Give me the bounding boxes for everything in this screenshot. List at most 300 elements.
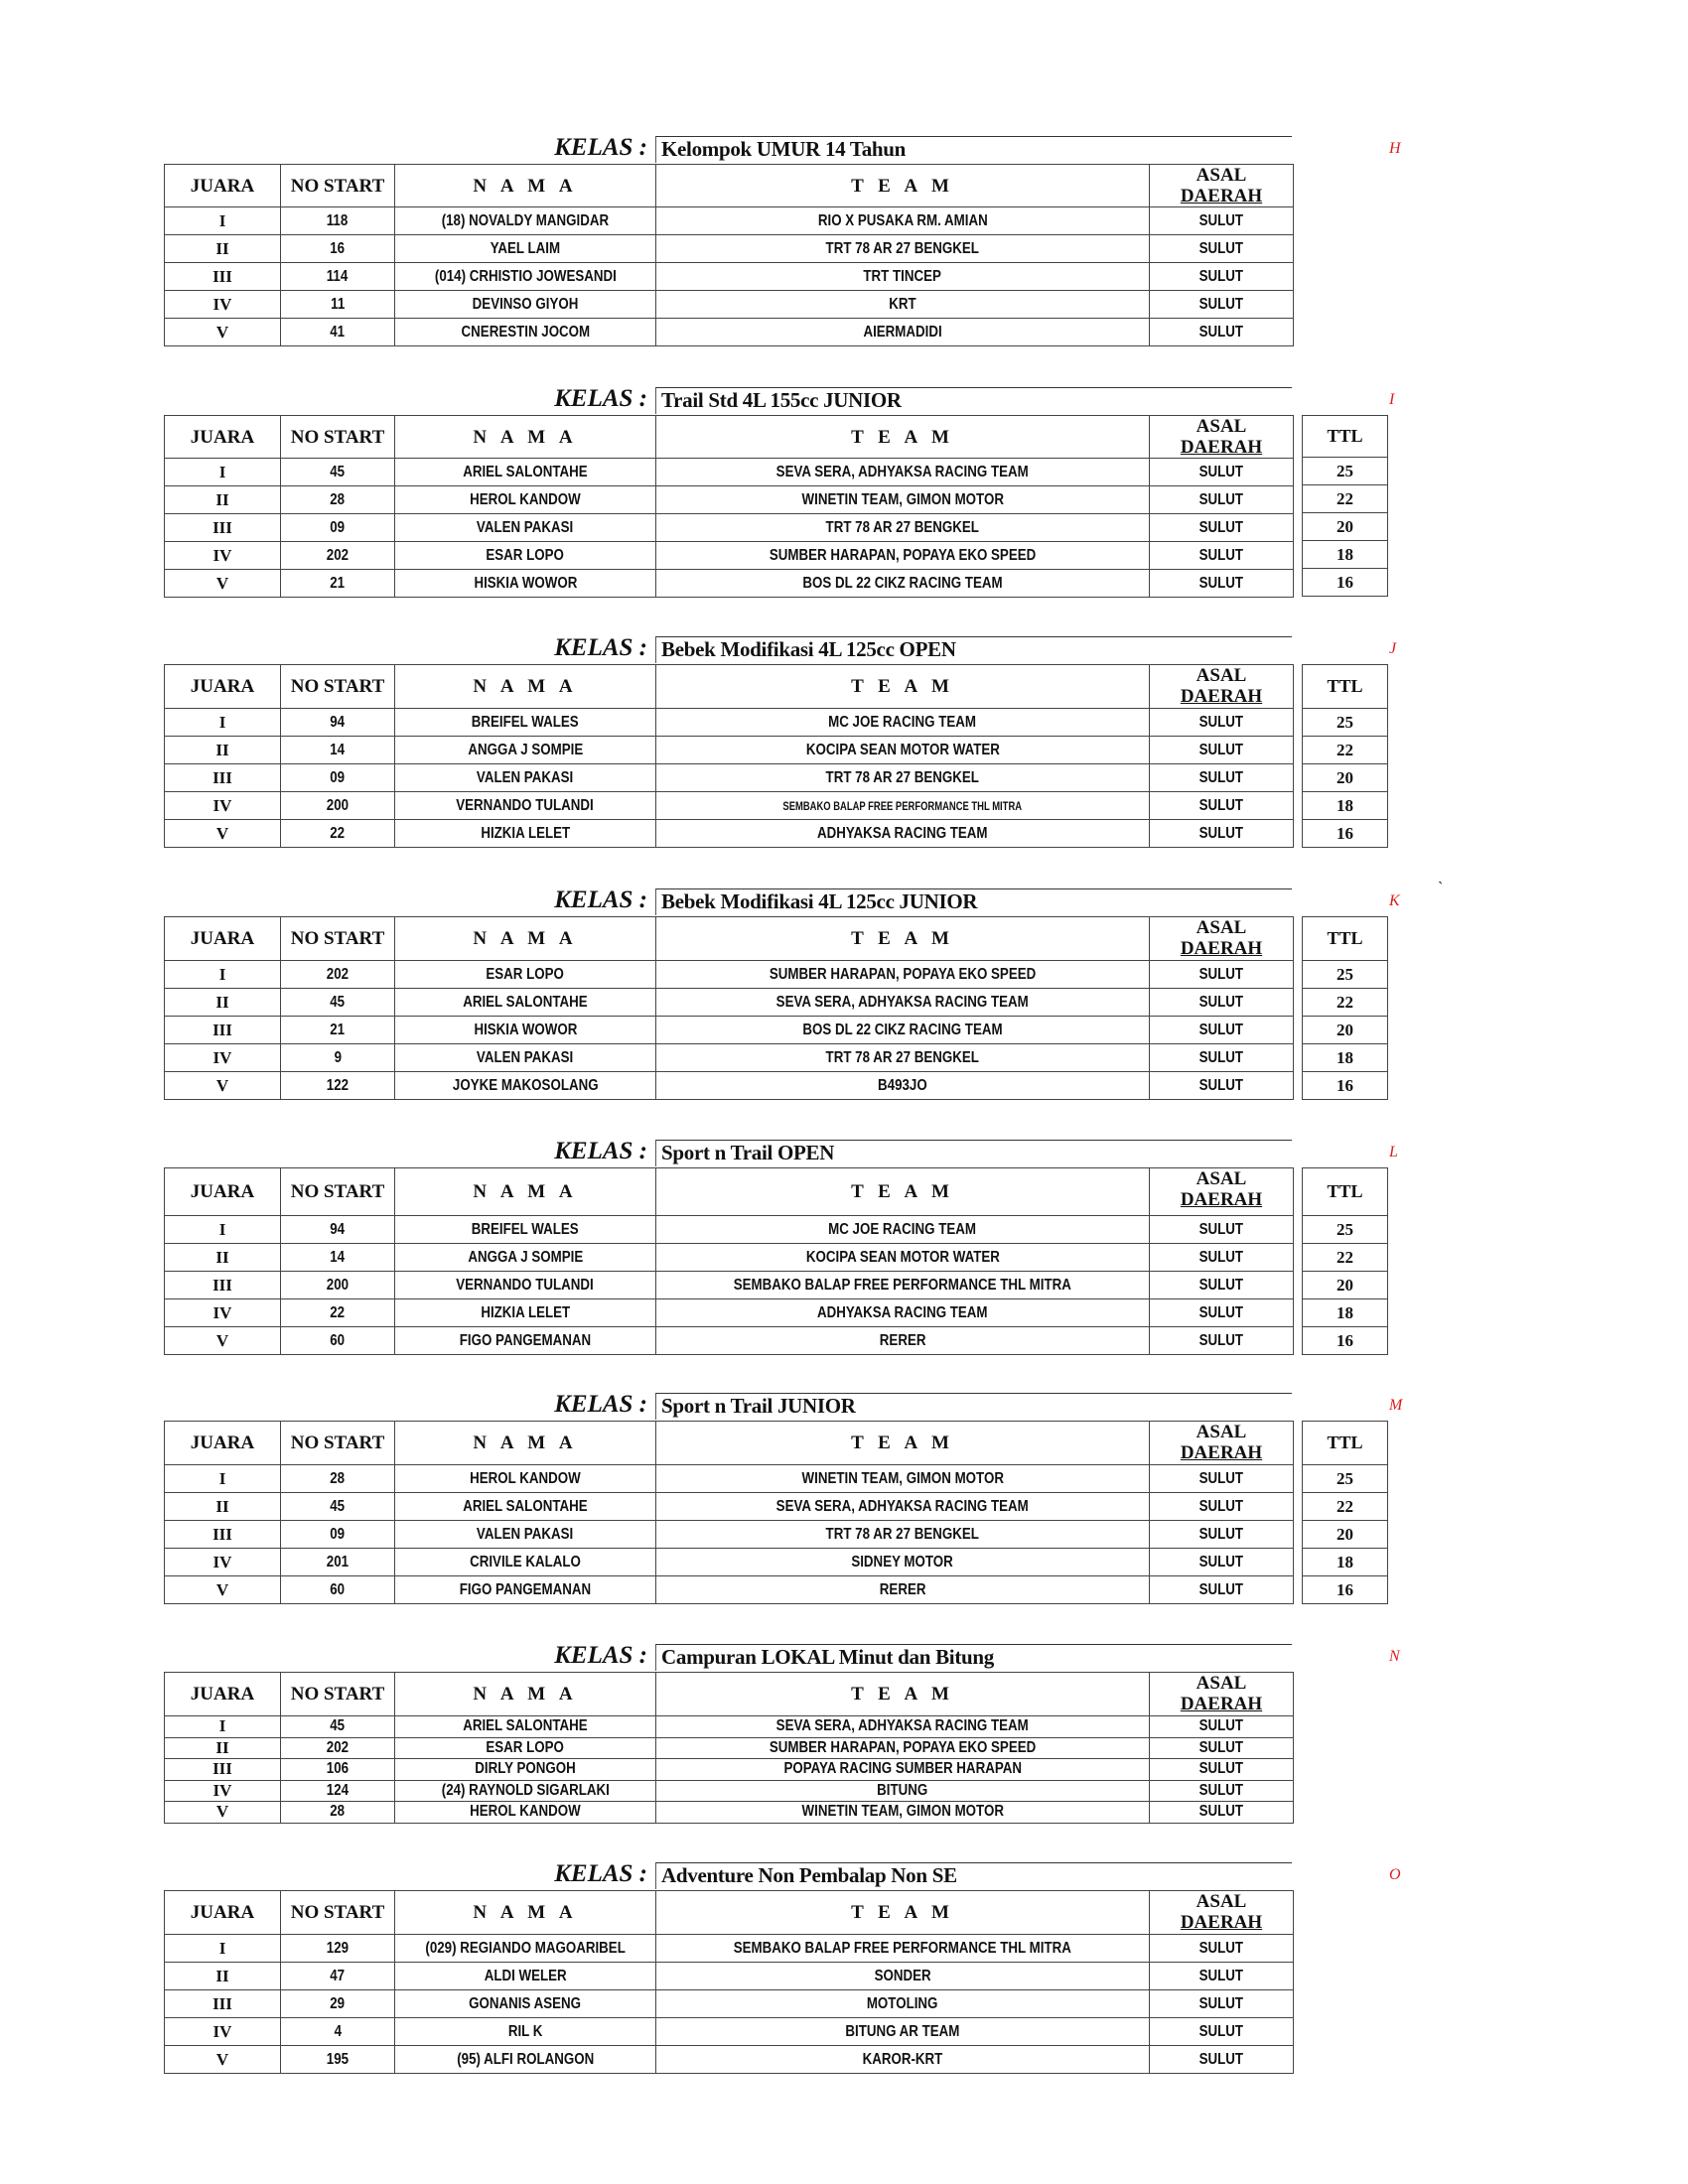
- asal-daerah-cell-text: SULUT: [1198, 1048, 1244, 1066]
- team-cell-text: WINETIN TEAM, GIMON MOTOR: [801, 1469, 1004, 1487]
- table-header-row: [165, 1891, 1294, 1935]
- col-header-asal-daerah: [1150, 165, 1294, 207]
- nama-cell-text: ARIEL SALONTAHE: [463, 993, 588, 1011]
- ttl-table: [1302, 1167, 1388, 1355]
- juara-cell: [165, 1465, 281, 1493]
- table-header-row: [165, 165, 1294, 207]
- juara-cell: [165, 291, 281, 319]
- team-cell-text: WINETIN TEAM, GIMON MOTOR: [801, 1803, 1004, 1821]
- asal-daerah-cell-text: SULUT: [1198, 993, 1244, 1011]
- juara-cell: [165, 1493, 281, 1521]
- table-row: [165, 1935, 1294, 1963]
- asal-daerah-cell-text: SULUT: [1198, 1738, 1244, 1756]
- no-start-cell: [281, 2018, 395, 2046]
- juara-cell-text: I: [218, 964, 226, 984]
- kelas-title-box: [655, 636, 1292, 663]
- col-header-asal-daerah: [1150, 665, 1294, 709]
- no-start-cell-text: 16: [330, 239, 346, 257]
- col-header-juara: JUARA: [165, 165, 281, 207]
- nama-cell: [395, 291, 656, 319]
- team-cell: [656, 1299, 1150, 1327]
- ttl-row: [1303, 961, 1388, 989]
- no-start-cell-text: 202: [326, 546, 350, 564]
- asal-line-1: ASAL: [1196, 1673, 1247, 1694]
- table-row: [165, 1716, 1294, 1738]
- no-start-cell-text: 28: [330, 490, 346, 508]
- col-header-no-start: NO START: [281, 665, 395, 709]
- no-start-cell: [281, 263, 395, 291]
- juara-cell: [165, 1780, 281, 1802]
- nama-cell: [395, 319, 656, 346]
- nama-cell-text: ALDI WELER: [484, 1967, 567, 1984]
- col-header-team: T E A M: [656, 665, 1150, 709]
- nama-cell: [395, 1299, 656, 1327]
- team-cell: [656, 1549, 1150, 1576]
- kelas-label: KELAS :: [554, 887, 647, 913]
- nama-cell: [395, 1521, 656, 1549]
- asal-line-1: ASAL: [1196, 665, 1247, 686]
- asal-daerah-cell-text: SULUT: [1198, 796, 1244, 814]
- juara-cell-text: V: [215, 2049, 229, 2069]
- team-cell: [656, 542, 1150, 570]
- nama-cell: [395, 1759, 656, 1781]
- col-header-team: T E A M: [656, 416, 1150, 459]
- no-start-cell: [281, 2046, 395, 2074]
- asal-daerah-cell: [1150, 1521, 1294, 1549]
- team-cell-text: BITUNG: [877, 1781, 928, 1799]
- no-start-cell: [281, 1780, 395, 1802]
- section-letter: K: [1389, 892, 1400, 909]
- ttl-row: [1303, 1299, 1388, 1327]
- nama-cell-text: VALEN PAKASI: [477, 518, 574, 536]
- no-start-cell: [281, 1737, 395, 1759]
- kelas-label: KELAS :: [554, 1642, 647, 1669]
- ttl-row: [1303, 1327, 1388, 1355]
- kelas-label: KELAS :: [554, 1391, 647, 1418]
- table-row: [165, 1963, 1294, 1990]
- asal-daerah-cell-text: SULUT: [1198, 824, 1244, 842]
- col-header-juara: JUARA: [165, 1422, 281, 1465]
- ttl-cell: 16: [1303, 1327, 1388, 1355]
- ttl-row: [1303, 1272, 1388, 1299]
- no-start-cell: [281, 1044, 395, 1072]
- team-cell-text: B493JO: [878, 1076, 927, 1094]
- no-start-cell-text: 60: [330, 1580, 346, 1598]
- no-start-cell-text: 114: [327, 267, 349, 285]
- kelas-title-box: [655, 1862, 1292, 1889]
- no-start-cell: [281, 1072, 395, 1100]
- no-start-cell: [281, 1493, 395, 1521]
- asal-daerah-cell-text: SULUT: [1198, 713, 1244, 731]
- no-start-cell-text: 201: [326, 1553, 350, 1570]
- nama-cell: [395, 989, 656, 1017]
- ttl-table: [1302, 916, 1388, 1100]
- team-cell: [656, 1072, 1150, 1100]
- no-start-cell: [281, 291, 395, 319]
- asal-daerah-cell: [1150, 820, 1294, 848]
- nama-cell: [395, 1327, 656, 1355]
- col-header-nama: N A M A: [395, 1168, 656, 1216]
- no-start-cell: [281, 542, 395, 570]
- juara-cell: [165, 1935, 281, 1963]
- team-cell-text: ADHYAKSA RACING TEAM: [817, 1303, 988, 1321]
- table-row: [165, 792, 1294, 820]
- ttl-row: [1303, 1493, 1388, 1521]
- asal-daerah-cell-text: SULUT: [1198, 211, 1244, 229]
- nama-cell: [395, 1737, 656, 1759]
- kelas-title-box: [655, 136, 1292, 163]
- kelas-title: Trail Std 4L 155cc JUNIOR: [661, 388, 902, 412]
- col-header-asal-daerah: [1150, 1891, 1294, 1935]
- results-table: [164, 1672, 1294, 1824]
- team-cell: [656, 570, 1150, 598]
- team-cell: [656, 235, 1150, 263]
- asal-daerah-cell-text: SULUT: [1198, 1331, 1244, 1349]
- team-cell: [656, 1716, 1150, 1738]
- nama-cell-text: HIZKIA LELET: [481, 824, 570, 842]
- asal-daerah-cell-text: SULUT: [1198, 323, 1244, 341]
- team-cell-text: TRT 78 AR 27 BENGKEL: [825, 239, 980, 257]
- juara-cell: [165, 514, 281, 542]
- team-cell-text: RERER: [879, 1331, 926, 1349]
- no-start-cell-text: 122: [326, 1076, 350, 1094]
- asal-daerah-cell: [1150, 1072, 1294, 1100]
- section-letter: M: [1389, 1397, 1403, 1414]
- table-row: [165, 542, 1294, 570]
- ttl-row: [1303, 513, 1388, 541]
- table-row: [165, 291, 1294, 319]
- kelas-label: KELAS :: [554, 1860, 647, 1887]
- asal-daerah-cell: [1150, 2018, 1294, 2046]
- table-row: [165, 2046, 1294, 2074]
- ttl-row: [1303, 989, 1388, 1017]
- kelas-title: Bebek Modifikasi 4L 125cc JUNIOR: [661, 889, 978, 913]
- nama-cell-text: FIGO PANGEMANAN: [459, 1580, 592, 1598]
- team-cell: [656, 1576, 1150, 1604]
- juara-cell: [165, 1272, 281, 1299]
- team-cell-text: BOS DL 22 CIKZ RACING TEAM: [802, 1021, 1003, 1038]
- asal-daerah-cell-text: SULUT: [1198, 267, 1244, 285]
- juara-cell: [165, 542, 281, 570]
- nama-cell: [395, 2046, 656, 2074]
- team-cell-text: KOCIPA SEAN MOTOR WATER: [805, 1248, 1000, 1266]
- col-header-ttl: TTL: [1303, 917, 1388, 961]
- table-row: [165, 1493, 1294, 1521]
- asal-daerah-cell: [1150, 291, 1294, 319]
- no-start-cell: [281, 961, 395, 989]
- asal-daerah-cell-text: SULUT: [1198, 239, 1244, 257]
- team-cell: [656, 319, 1150, 346]
- nama-cell-text: HIZKIA LELET: [481, 1303, 570, 1321]
- no-start-cell-text: 9: [334, 1048, 342, 1066]
- team-cell-text: TRT 78 AR 27 BENGKEL: [825, 1048, 980, 1066]
- team-cell: [656, 1780, 1150, 1802]
- team-cell-text: TRT TINCEP: [863, 267, 942, 285]
- asal-line-1: ASAL: [1196, 165, 1247, 186]
- juara-cell-text: III: [212, 767, 232, 787]
- juara-cell: [165, 1549, 281, 1576]
- asal-daerah-cell: [1150, 709, 1294, 737]
- juara-cell-text: I: [218, 1938, 226, 1958]
- col-header-no-start: NO START: [281, 416, 395, 459]
- nama-cell-text: (029) REGIANDO MAGOARIBEL: [425, 1939, 626, 1957]
- juara-cell-text: I: [218, 462, 226, 481]
- nama-cell: [395, 1935, 656, 1963]
- ttl-table: [1302, 664, 1388, 848]
- team-cell-text: SEVA SERA, ADHYAKSA RACING TEAM: [775, 463, 1030, 480]
- nama-cell: [395, 1716, 656, 1738]
- team-cell-text: POPAYA RACING SUMBER HARAPAN: [783, 1760, 1022, 1778]
- no-start-cell: [281, 737, 395, 764]
- nama-cell: [395, 486, 656, 514]
- no-start-cell-text: 202: [326, 1738, 350, 1756]
- table-row: [165, 989, 1294, 1017]
- nama-cell-text: (18) NOVALDY MANGIDAR: [441, 211, 610, 229]
- team-cell: [656, 1935, 1150, 1963]
- juara-cell-text: II: [215, 1247, 229, 1267]
- asal-daerah-cell-text: SULUT: [1198, 518, 1244, 536]
- asal-daerah-cell: [1150, 764, 1294, 792]
- kelas-title: Sport n Trail OPEN: [661, 1141, 835, 1164]
- nama-cell-text: VERNANDO TULANDI: [456, 796, 595, 814]
- juara-cell: [165, 207, 281, 235]
- nama-cell-text: ANGGA J SOMPIE: [468, 1248, 583, 1266]
- asal-daerah-cell-text: SULUT: [1198, 1994, 1244, 2012]
- asal-daerah-cell-text: SULUT: [1198, 1717, 1244, 1735]
- asal-daerah-cell: [1150, 1465, 1294, 1493]
- asal-daerah-cell: [1150, 459, 1294, 486]
- col-header-asal-daerah: [1150, 1673, 1294, 1716]
- no-start-cell-text: 200: [326, 796, 350, 814]
- nama-cell: [395, 1493, 656, 1521]
- table-row: [165, 459, 1294, 486]
- ttl-row: [1303, 764, 1388, 792]
- no-start-cell: [281, 1327, 395, 1355]
- asal-daerah-cell: [1150, 1244, 1294, 1272]
- asal-daerah-cell-text: SULUT: [1198, 768, 1244, 786]
- no-start-cell-text: 21: [330, 574, 346, 592]
- juara-cell: [165, 2046, 281, 2074]
- no-start-cell: [281, 1521, 395, 1549]
- ttl-row: [1303, 485, 1388, 513]
- col-header-nama: N A M A: [395, 1422, 656, 1465]
- ttl-cell: 16: [1303, 1576, 1388, 1604]
- nama-cell: [395, 1216, 656, 1244]
- no-start-cell-text: 45: [330, 1717, 346, 1735]
- juara-cell-text: V: [215, 823, 229, 843]
- juara-cell-text: IV: [212, 1302, 232, 1322]
- juara-cell-text: III: [212, 1524, 232, 1544]
- team-cell: [656, 1044, 1150, 1072]
- table-row: [165, 1216, 1294, 1244]
- asal-daerah-cell-text: SULUT: [1198, 2022, 1244, 2040]
- juara-cell-text: IV: [212, 1552, 232, 1571]
- no-start-cell-text: 11: [330, 295, 346, 313]
- juara-cell: [165, 1521, 281, 1549]
- asal-daerah-cell: [1150, 1716, 1294, 1738]
- team-cell: [656, 820, 1150, 848]
- asal-daerah-cell-text: SULUT: [1198, 1469, 1244, 1487]
- col-header-asal-daerah: [1150, 416, 1294, 459]
- nama-cell: [395, 459, 656, 486]
- no-start-cell: [281, 1299, 395, 1327]
- nama-cell-text: VALEN PAKASI: [477, 768, 574, 786]
- no-start-cell-text: 94: [330, 713, 346, 731]
- juara-cell: [165, 1017, 281, 1044]
- nama-cell: [395, 1017, 656, 1044]
- table-row: [165, 1299, 1294, 1327]
- juara-cell: [165, 1327, 281, 1355]
- team-cell-text: SUMBER HARAPAN, POPAYA EKO SPEED: [769, 1738, 1037, 1756]
- asal-daerah-cell: [1150, 1017, 1294, 1044]
- ttl-cell: 22: [1303, 989, 1388, 1017]
- nama-cell: [395, 570, 656, 598]
- team-cell: [656, 961, 1150, 989]
- col-header-asal-daerah: [1150, 1168, 1294, 1216]
- no-start-cell-text: 4: [334, 2022, 342, 2040]
- asal-daerah-cell-text: SULUT: [1198, 1553, 1244, 1570]
- results-table: [164, 415, 1294, 598]
- asal-daerah-cell: [1150, 235, 1294, 263]
- nama-cell-text: VALEN PAKASI: [477, 1525, 574, 1543]
- table-row: [165, 709, 1294, 737]
- kelas-title: Bebek Modifikasi 4L 125cc OPEN: [661, 637, 956, 661]
- nama-cell-text: DEVINSO GIYOH: [472, 295, 579, 313]
- results-table: [164, 1421, 1294, 1604]
- table-row: [165, 1737, 1294, 1759]
- stray-backtick-mark: `: [1438, 880, 1444, 896]
- no-start-cell-text: 09: [330, 518, 346, 536]
- ttl-row: [1303, 458, 1388, 485]
- juara-cell: [165, 820, 281, 848]
- no-start-cell-text: 09: [330, 1525, 346, 1543]
- juara-cell: [165, 1576, 281, 1604]
- asal-daerah-cell: [1150, 1272, 1294, 1299]
- col-header-no-start: NO START: [281, 165, 395, 207]
- ttl-cell: 22: [1303, 737, 1388, 764]
- table-row: [165, 1521, 1294, 1549]
- table-row: [165, 1990, 1294, 2018]
- team-cell-text: MOTOLING: [867, 1994, 938, 2012]
- asal-daerah-cell: [1150, 486, 1294, 514]
- asal-daerah-cell-text: SULUT: [1198, 2050, 1244, 2068]
- asal-daerah-cell: [1150, 1737, 1294, 1759]
- no-start-cell: [281, 1017, 395, 1044]
- ttl-row: [1303, 1465, 1388, 1493]
- juara-cell: [165, 989, 281, 1017]
- results-table: [164, 664, 1294, 848]
- asal-daerah-cell-text: SULUT: [1198, 741, 1244, 758]
- asal-daerah-cell: [1150, 1327, 1294, 1355]
- team-cell: [656, 207, 1150, 235]
- team-cell-text: SEVA SERA, ADHYAKSA RACING TEAM: [775, 993, 1030, 1011]
- asal-daerah-cell: [1150, 1935, 1294, 1963]
- no-start-cell-text: 129: [326, 1939, 350, 1957]
- ttl-cell: 20: [1303, 1521, 1388, 1549]
- col-header-ttl: TTL: [1303, 665, 1388, 709]
- no-start-cell: [281, 764, 395, 792]
- no-start-cell-text: 124: [326, 1781, 350, 1799]
- team-cell: [656, 2046, 1150, 2074]
- col-header-nama: N A M A: [395, 665, 656, 709]
- asal-daerah-cell: [1150, 1576, 1294, 1604]
- team-cell-text: BOS DL 22 CIKZ RACING TEAM: [802, 574, 1003, 592]
- nama-cell-text: ARIEL SALONTAHE: [463, 463, 588, 480]
- juara-cell: [165, 764, 281, 792]
- asal-daerah-cell-text: SULUT: [1198, 1021, 1244, 1038]
- col-header-nama: N A M A: [395, 1891, 656, 1935]
- nama-cell: [395, 1780, 656, 1802]
- no-start-cell: [281, 1935, 395, 1963]
- no-start-cell-text: 45: [330, 993, 346, 1011]
- col-header-team: T E A M: [656, 165, 1150, 207]
- asal-daerah-cell: [1150, 1802, 1294, 1824]
- ttl-cell: 25: [1303, 458, 1388, 485]
- asal-daerah-cell: [1150, 1759, 1294, 1781]
- asal-daerah-cell: [1150, 961, 1294, 989]
- asal-daerah-cell: [1150, 1780, 1294, 1802]
- no-start-cell-text: 22: [330, 1303, 346, 1321]
- juara-cell-text: IV: [212, 795, 232, 815]
- juara-cell-text: V: [215, 573, 229, 593]
- juara-cell-text: V: [215, 1802, 229, 1822]
- no-start-cell: [281, 1990, 395, 2018]
- team-cell: [656, 459, 1150, 486]
- table-row: [165, 1072, 1294, 1100]
- kelas-title-box: [655, 387, 1292, 414]
- team-cell-text: SIDNEY MOTOR: [851, 1553, 954, 1570]
- team-cell-text: MC JOE RACING TEAM: [828, 713, 977, 731]
- results-table: [164, 1167, 1294, 1355]
- ttl-cell: 18: [1303, 541, 1388, 569]
- nama-cell: [395, 709, 656, 737]
- table-row: [165, 764, 1294, 792]
- table-row: [165, 1017, 1294, 1044]
- juara-cell-text: I: [218, 210, 226, 230]
- team-cell-text: SEMBAKO BALAP FREE PERFORMANCE THL MITRA: [733, 1276, 1072, 1294]
- nama-cell: [395, 820, 656, 848]
- ttl-cell: 25: [1303, 709, 1388, 737]
- ttl-row: [1303, 1044, 1388, 1072]
- juara-cell: [165, 1737, 281, 1759]
- kelas-title: Campuran LOKAL Minut dan Bitung: [661, 1645, 994, 1669]
- no-start-cell-text: 14: [330, 1248, 346, 1266]
- nama-cell: [395, 764, 656, 792]
- juara-cell: [165, 1044, 281, 1072]
- ttl-table: [1302, 415, 1388, 597]
- juara-cell: [165, 1716, 281, 1738]
- team-cell-text: MC JOE RACING TEAM: [828, 1220, 977, 1238]
- table-row: [165, 1549, 1294, 1576]
- team-cell-text: SEVA SERA, ADHYAKSA RACING TEAM: [775, 1717, 1030, 1735]
- nama-cell: [395, 737, 656, 764]
- no-start-cell: [281, 570, 395, 598]
- ttl-cell: 25: [1303, 961, 1388, 989]
- asal-daerah-cell-text: SULUT: [1198, 1525, 1244, 1543]
- results-table: [164, 916, 1294, 1100]
- table-row: [165, 737, 1294, 764]
- juara-cell: [165, 961, 281, 989]
- ttl-cell: 25: [1303, 1216, 1388, 1244]
- juara-cell-text: III: [212, 1275, 232, 1295]
- team-cell: [656, 1327, 1150, 1355]
- asal-daerah-cell-text: SULUT: [1198, 1580, 1244, 1598]
- team-cell-text: SUMBER HARAPAN, POPAYA EKO SPEED: [769, 546, 1037, 564]
- table-row: [165, 1272, 1294, 1299]
- asal-daerah-cell-text: SULUT: [1198, 463, 1244, 480]
- asal-daerah-cell-text: SULUT: [1198, 1248, 1244, 1266]
- kelas-title: Sport n Trail JUNIOR: [661, 1394, 856, 1418]
